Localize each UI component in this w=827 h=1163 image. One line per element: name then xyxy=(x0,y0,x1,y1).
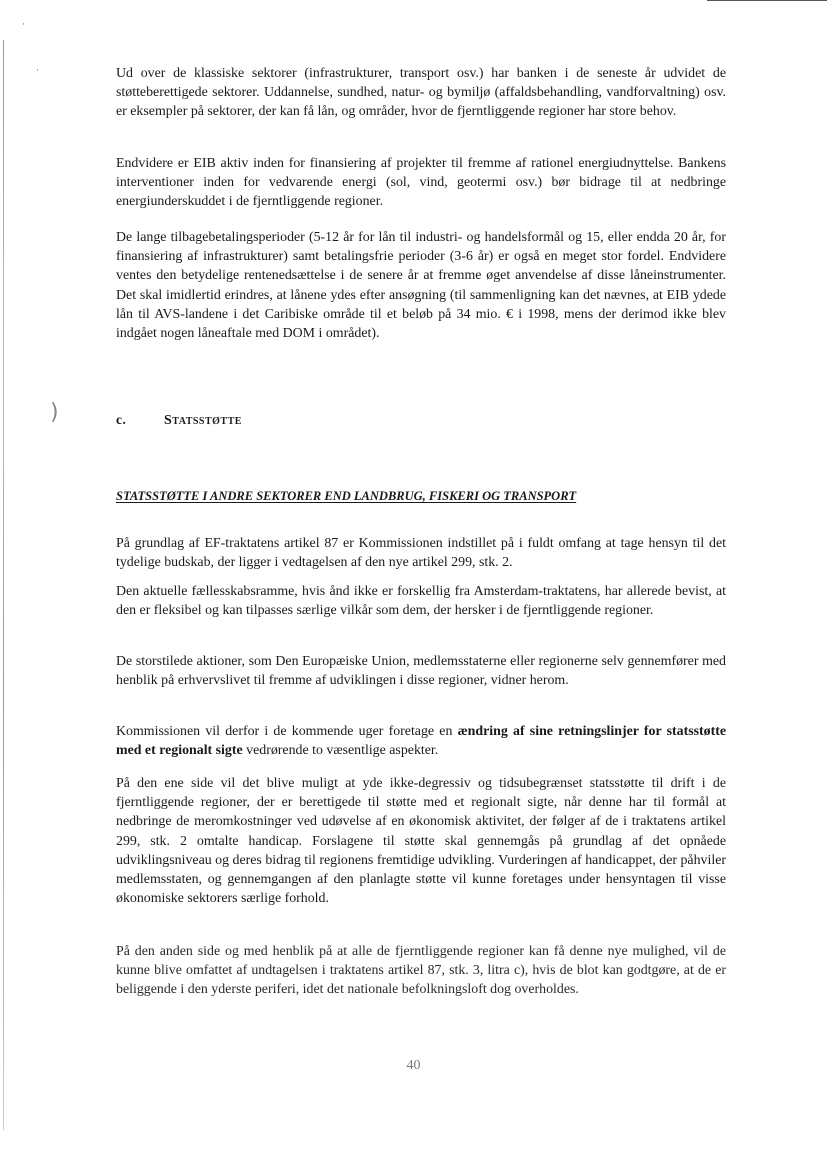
paragraph-eib-sectors: Ud over de klassiske sektorer (infrastrukturer, transport osv.) har banken i de seneste år udvidet de støtteberettigede sektorer. Uddannelse, sundhed, natur- og bymiljø (affaldsbehandling, vandforvaltning) osv. er eksempler på sektorer, der kan få lån, og områder, hvor de fjerntliggende regioner har store behov. xyxy=(116,66,726,120)
paragraph-repayment-periods: De lange tilbagebetalingsperioder (5-12 år for lån til industri- og handelsformål og 15, eller endda 20 år, for finansiering af infrastrukturer) samt betalingsfrie perioder (3-6 år) er også en meget stor fordel. Endvidere ventes den betydelige rentenedsættelse i de senere år at fremme øget anvendelse af disse låneinstrumenter. Det skal imidlertid erindres, at lånene ydes efter ansøgning (til sammenligning kan det nævnes, at EIB ydede lån til AVS-landene i det Caribiske område til et beløb på 34 mio. € i 1998, mens der derimod ikke blev indgået nogen låneaftale med DOM i området). xyxy=(116,230,726,342)
section-letter: c. xyxy=(116,412,127,427)
scan-speck: · xyxy=(22,20,25,30)
page-number: 40 xyxy=(406,1058,421,1073)
section-heading xyxy=(116,412,242,429)
paragraph-article-87: På grundlag af EF-traktatens artikel 87 er Kommissionen indstillet på i fuldt omfang at tage hensyn til det tydelige budskab, der ligger i vedtagelsen af den nye artikel 299, stk. 2. xyxy=(116,536,726,571)
scan-edge-line xyxy=(707,0,827,1)
section-title: Statsstøtte xyxy=(164,413,242,428)
paragraph-first-aspect: På den ene side vil det blive muligt at yde ikke-degressiv og tidsubegrænset statsstøtte til drift i de fjerntliggende regioner, der er berettigede til støtte med et regionalt sigte, når denne har til formål at nedbringe de meromkostninger ved udøvelse af en økonomisk aktivitet, der følger af de i traktatens artikel 299, stk. 2 omtalte handicap. Forslagene til støtte skal gennemgås på grundlag af det opnåede udviklingsniveau og deres bidrag til regionens fremtidige udvikling. Vurderingen af handicappet, der påhviler medlemsstaten, og gennemgangen af den planlagte støtte vil kunne foretages under hensyntagen til visse økonomiske sektorers særlige forhold. xyxy=(116,776,726,907)
paragraph-guidelines-change xyxy=(116,722,726,760)
paragraph-eib-energy: Endvidere er EIB aktiv inden for finansiering af projekter til fremme af rationel energiudnyttelse. Bankens interventioner inden for vedvarende energi (sol, vind, geotermi osv.) bør bidrage til at nedbringe energiunderskuddet i de fjerntliggende regioner. xyxy=(116,156,726,210)
paragraph-tail-text: vedrørende to væsentlige aspekter. xyxy=(242,743,439,759)
subsection-heading: STATSSTØTTE I ANDRE SEKTORER END LANDBRUG, FISKERI OG TRANSPORT xyxy=(116,489,577,503)
paragraph-lead-text: Kommissionen vil derfor i de kommende uger foretage en xyxy=(116,724,458,739)
scan-speck: · xyxy=(36,66,39,76)
paragraph-second-aspect: På den anden side og med henblik på at alle de fjerntliggende regioner kan få denne nye mulighed, vil de kunne blive omfattet af undtagelsen i traktatens artikel 87, stk. 3, litra c), hvis de blot kan godtgøre, at de er beliggende i den yderste periferi, idet det nationale befolkningsloft dog overholdes. xyxy=(116,944,726,998)
paragraph-community-framework: Den aktuelle fællesskabsramme, hvis ånd ikke er forskellig fra Amsterdam-traktatens, har allerede bevist, at den er fleksibel og kan tilpasses særlige vilkår som dem, der hersker i de fjerntliggende regioner. xyxy=(116,584,726,619)
paragraph-large-scale-actions: De storstilede aktioner, som Den Europæiske Union, medlemsstaterne eller regionerne selv gennemfører med henblik på erhvervslivet til fremme af udviklingen i disse regioner, vidner herom. xyxy=(116,654,726,689)
punch-hole-mark: ) xyxy=(50,400,59,425)
scan-left-border xyxy=(3,40,4,1130)
emphasized-text: ændring af sine retningslinjer for statsstøtte med et regionalt sigte xyxy=(116,724,726,759)
